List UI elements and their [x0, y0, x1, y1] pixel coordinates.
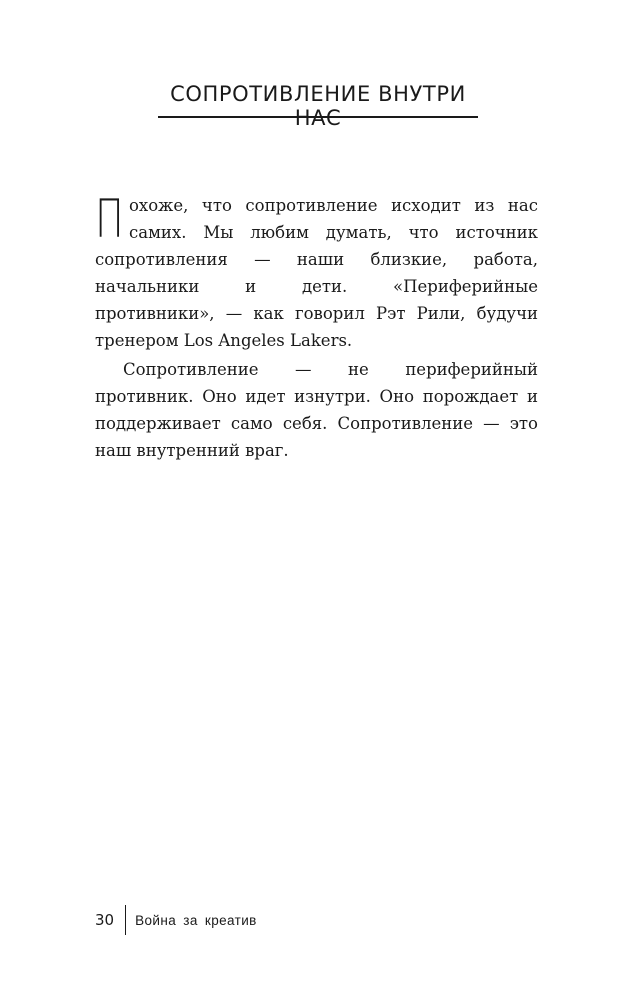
drop-cap: П — [95, 189, 124, 250]
page-number: 30 — [95, 911, 115, 929]
title-underline — [158, 116, 478, 118]
paragraph-2: Сопротивление — не периферийный противник. Оно идет изнутри. Оно порождает и поддерживает само себя. Сопротивление — это наш внутренний враг. — [95, 360, 538, 460]
running-book-title: Война за креатив — [135, 912, 257, 928]
page-footer — [95, 905, 257, 935]
footer-divider — [125, 905, 126, 935]
paragraph-1 — [95, 189, 538, 354]
chapter-title: СОПРОТИВЛЕНИЕ ВНУТРИ НАС — [170, 82, 466, 130]
body-text — [95, 189, 538, 464]
paragraph-1-text: охоже, что сопротивление исходит из нас самих. Мы любим думать, что источник сопротивления — наши близкие, работа, начальники и дети. «Периферийные противники», — как говорил Рэт Рили, будучи тренером Los Angeles Lakers. — [95, 196, 538, 350]
